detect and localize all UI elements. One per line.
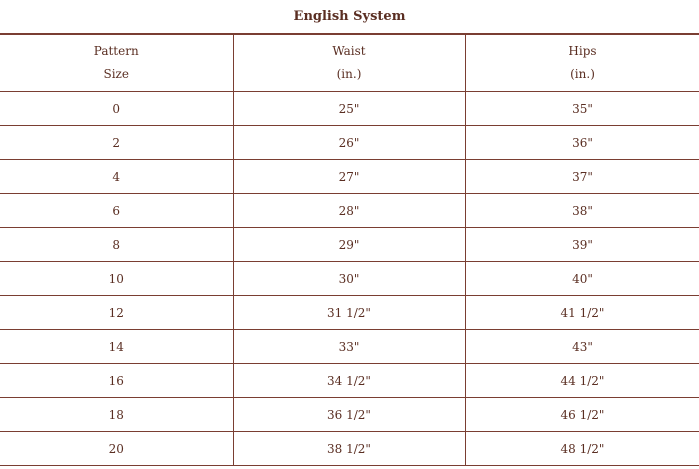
cell-waist: 34 1/2" (233, 364, 465, 398)
cell-size: 14 (0, 330, 233, 364)
table-row (0, 126, 699, 160)
cell-size: 20 (0, 432, 233, 466)
cell-waist: 30" (233, 262, 465, 296)
size-table (0, 34, 699, 466)
header-line: Waist (332, 44, 366, 58)
header-waist (233, 35, 465, 92)
cell-size: 12 (0, 296, 233, 330)
table-row (0, 364, 699, 398)
cell-waist: 31 1/2" (233, 296, 465, 330)
header-line: (in.) (336, 67, 362, 81)
table-row (0, 160, 699, 194)
cell-hips: 35" (465, 92, 699, 126)
table-row (0, 228, 699, 262)
header-hips (465, 35, 699, 92)
cell-hips: 48 1/2" (465, 432, 699, 466)
cell-hips: 43" (465, 330, 699, 364)
cell-waist: 36 1/2" (233, 398, 465, 432)
cell-waist: 38 1/2" (233, 432, 465, 466)
cell-size: 0 (0, 92, 233, 126)
table-row (0, 194, 699, 228)
chart-title: English System (0, 0, 699, 34)
table-row (0, 432, 699, 466)
cell-size: 4 (0, 160, 233, 194)
header-line: (in.) (570, 67, 595, 81)
cell-size: 10 (0, 262, 233, 296)
cell-waist: 27" (233, 160, 465, 194)
header-line: Pattern (93, 44, 139, 58)
header-line: Hips (568, 44, 597, 58)
header-line: Size (103, 67, 129, 81)
cell-waist: 26" (233, 126, 465, 160)
cell-hips: 39" (465, 228, 699, 262)
table-row (0, 330, 699, 364)
cell-hips: 44 1/2" (465, 364, 699, 398)
table-row (0, 398, 699, 432)
cell-hips: 40" (465, 262, 699, 296)
cell-waist: 29" (233, 228, 465, 262)
cell-waist: 28" (233, 194, 465, 228)
cell-waist: 33" (233, 330, 465, 364)
cell-size: 2 (0, 126, 233, 160)
cell-hips: 37" (465, 160, 699, 194)
header-row (0, 35, 699, 92)
table-row (0, 92, 699, 126)
cell-hips: 46 1/2" (465, 398, 699, 432)
cell-hips: 38" (465, 194, 699, 228)
cell-hips: 41 1/2" (465, 296, 699, 330)
cell-size: 6 (0, 194, 233, 228)
cell-hips: 36" (465, 126, 699, 160)
table-row (0, 296, 699, 330)
cell-waist: 25" (233, 92, 465, 126)
cell-size: 18 (0, 398, 233, 432)
table-row (0, 262, 699, 296)
cell-size: 16 (0, 364, 233, 398)
cell-size: 8 (0, 228, 233, 262)
header-pattern-size (0, 35, 233, 92)
